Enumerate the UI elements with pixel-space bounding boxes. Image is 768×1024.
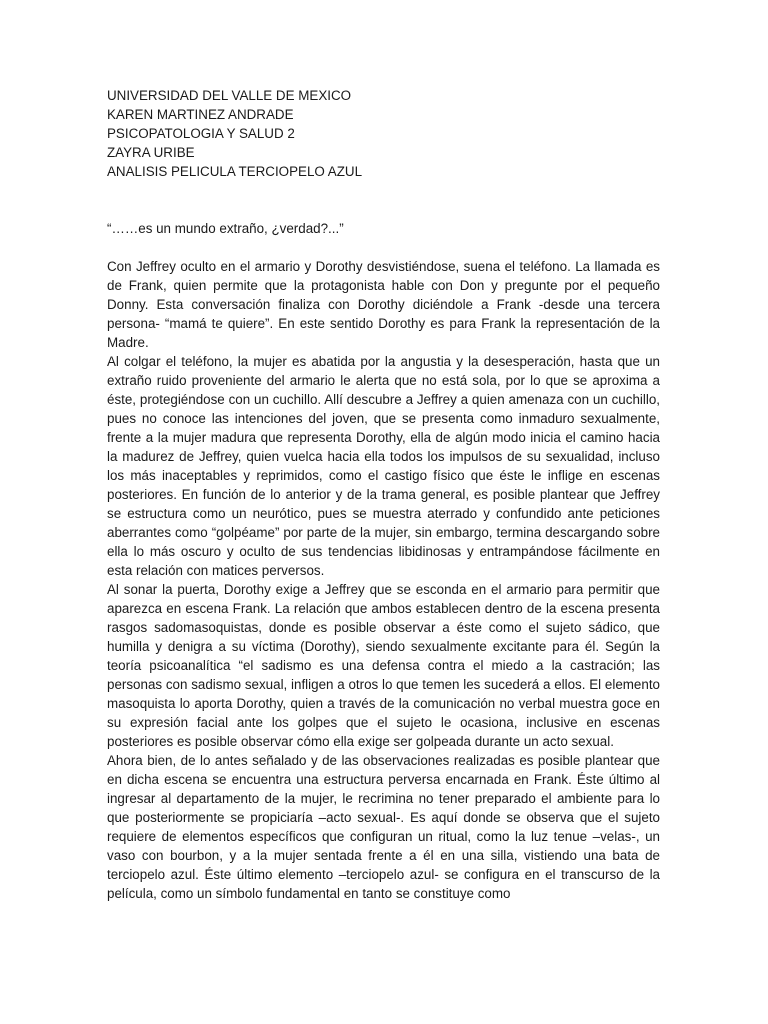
header-teacher: ZAYRA URIBE — [107, 145, 195, 160]
paragraph: Con Jeffrey oculto en el armario y Dorothy desvistiéndose, suena el teléfono. La llamada es de Frank, quien permite que la protagonista hable con Don y pregunte por el pequeño Donny. Esta conversación finaliza con Dorothy diciéndole a Frank -desde una tercera persona- “mamá te quiere”. En este sentido Dorothy es para Frank la representación de la Madre. — [107, 259, 660, 350]
header-title: ANALISIS PELICULA TERCIOPELO AZUL — [107, 164, 363, 179]
paragraph: Ahora bien, de lo antes señalado y de las observaciones realizadas es posible plantear que en dicha escena se encuentra una estructura perversa encarnada en Frank. Éste último al ingresar al departamento de la mujer, le recrimina no tener preparado el ambiente para lo que posteriormente se propiciaría –acto sexual-. Es aquí donde se observa que el sujeto requiere de elementos específicos que configuran un ritual, como la luz tenue –velas-, un vaso con bourbon, y a la mujer sentada frente a él en una silla, vistiendo una bata de terciopelo azul. Éste último elemento –terciopelo azul- se configura en el transcurso de la película, como un símbolo fundamental en tanto se constituye como — [107, 753, 660, 901]
epigraph-quote: “……es un mundo extraño, ¿verdad?...” — [107, 221, 344, 236]
paragraph: Al sonar la puerta, Dorothy exige a Jeffrey que se esconda en el armario para permitir que aparezca en escena Frank. La relación que ambos establecen dentro de la escena presenta rasgos sadomasoquistas, donde es posible observar a éste como el sujeto sádico, que humilla y denigra a su víctima (Dorothy), siendo sexualmente excitante para él. Según la teoría psicoanalítica “el sadismo es una defensa contra el miedo a la castración; las personas con sadismo sexual, infligen a otros lo que temen les sucederá a ellos. El elemento masoquista lo aporta Dorothy, quien a través de la comunicación no verbal muestra goce en su expresión facial ante los golpes que el sujeto le ocasiona, inclusive en escenas posteriores es posible observar cómo ella exige ser golpeada durante un acto sexual. — [107, 582, 660, 749]
document-body — [107, 86, 660, 903]
document-header — [107, 86, 660, 181]
paragraph: Al colgar el teléfono, la mujer es abatida por la angustia y la desesperación, hasta que un extraño ruido proveniente del armario le alerta que no está sola, por lo que se aproxima a éste, protegiéndose con un cuchillo. Allí descubre a Jeffrey a quien amenaza con un cuchillo, pues no conoce las intenciones del joven, que se presenta como inmaduro sexualmente, frente a la mujer madura que representa Dorothy, ella de algún modo inicia el camino hacia la madurez de Jeffrey, quien vuelca hacia ella todos los impulsos de su sexualidad, incluso los más inaceptables y reprimidos, como el castigo físico que éste le inflige en escenas posteriores. En función de lo anterior y de la trama general, es posible plantear que Jeffrey se estructura como un neurótico, pues se muestra aterrado y confundido ante peticiones aberrantes como “golpéame” por parte de la mujer, sin embargo, termina descargando sobre ella lo más oscuro y oculto de sus tendencias libidinosas y entrampándose fácilmente en esta relación con matices perversos. — [107, 354, 660, 578]
header-author: KAREN MARTINEZ ANDRADE — [107, 107, 294, 122]
header-course: PSICOPATOLOGIA Y SALUD 2 — [107, 126, 295, 141]
header-university: UNIVERSIDAD DEL VALLE DE MEXICO — [107, 88, 352, 103]
